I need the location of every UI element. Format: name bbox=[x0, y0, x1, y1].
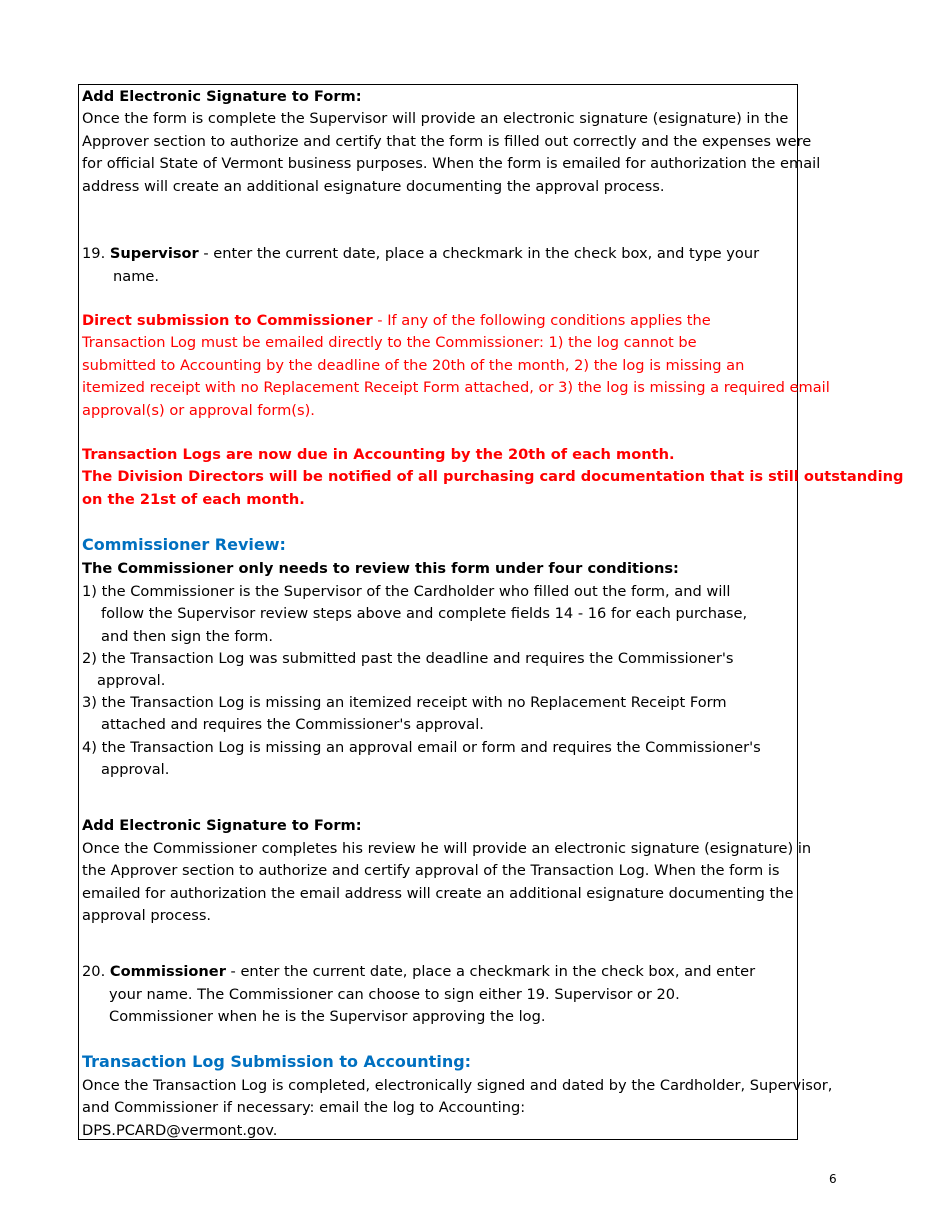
direct-submission bbox=[82, 310, 711, 333]
commissioner-review-heading: Commissioner Review: bbox=[82, 535, 286, 554]
submission-email: DPS.PCARD@vermont.gov. bbox=[82, 1122, 278, 1139]
condition-item-cont: attached and requires the Commissioner's approval. bbox=[101, 716, 484, 733]
condition-item-cont: and then sign the form. bbox=[101, 628, 273, 645]
sig1-heading: Add Electronic Signature to Form: bbox=[82, 88, 362, 105]
page-number: 6 bbox=[829, 1172, 837, 1186]
item-20-text: - enter the current date, place a checkmark in the check box, and enter bbox=[225, 963, 756, 980]
sig1-line: address will create an additional esignature documenting the approval process. bbox=[82, 178, 665, 195]
item-20-label: Commissioner bbox=[109, 963, 226, 980]
submission-line: and Commissioner if necessary: email the log to Accounting: bbox=[82, 1099, 526, 1116]
due-notice: on the 21st of each month. bbox=[82, 491, 305, 508]
direct-line: itemized receipt with no Replacement Receipt Form attached, or 3) the log is missing a required email bbox=[82, 379, 830, 396]
condition-item-cont: approval. bbox=[97, 672, 166, 689]
condition-item: 1) the Commissioner is the Supervisor of the Cardholder who filled out the form, and will bbox=[82, 583, 731, 600]
item-20 bbox=[82, 961, 755, 984]
sig1-line: Once the form is complete the Supervisor will provide an electronic signature (esignature) in the bbox=[82, 110, 789, 127]
sig2-line: approval process. bbox=[82, 907, 212, 924]
direct-submission-label: Direct submission to Commissioner bbox=[82, 312, 373, 329]
submission-heading: Transaction Log Submission to Accounting: bbox=[82, 1052, 472, 1071]
item-20-continuation: your name. The Commissioner can choose to sign either 19. Supervisor or 20. bbox=[109, 986, 680, 1003]
sig2-line: the Approver section to authorize and certify approval of the Transaction Log. When the form is bbox=[82, 862, 780, 879]
submission-line: Once the Transaction Log is completed, electronically signed and dated by the Cardholder, Supervisor, bbox=[82, 1077, 833, 1094]
sig2-line: emailed for authorization the email address will create an additional esignature documenting the bbox=[82, 885, 794, 902]
sig2-heading: Add Electronic Signature to Form: bbox=[82, 817, 362, 834]
item-19-text: - enter the current date, place a checkmark in the check box, and type your bbox=[198, 245, 760, 262]
commissioner-review-subheading: The Commissioner only needs to review this form under four conditions: bbox=[82, 560, 679, 577]
item-20-number: 20. bbox=[82, 963, 106, 980]
sig1-line: Approver section to authorize and certify that the form is filled out correctly and the expenses were bbox=[82, 133, 812, 150]
due-notice: The Division Directors will be notified of all purchasing card documentation that is still outstanding bbox=[82, 468, 904, 485]
condition-item: 3) the Transaction Log is missing an itemized receipt with no Replacement Receipt Form bbox=[82, 694, 727, 711]
direct-line: Transaction Log must be emailed directly to the Commissioner: 1) the log cannot be bbox=[82, 334, 697, 351]
direct-line: submitted to Accounting by the deadline of the 20th of the month, 2) the log is missing an bbox=[82, 357, 745, 374]
item-20-continuation: Commissioner when he is the Supervisor approving the log. bbox=[109, 1008, 546, 1025]
due-notice: Transaction Logs are now due in Accounting by the 20th of each month. bbox=[82, 446, 675, 463]
item-19-number: 19. bbox=[82, 245, 106, 262]
condition-item: 2) the Transaction Log was submitted past the deadline and requires the Commissioner's bbox=[82, 650, 734, 667]
condition-item-cont: follow the Supervisor review steps above and complete fields 14 - 16 for each purchase, bbox=[101, 605, 748, 622]
condition-item: 4) the Transaction Log is missing an approval email or form and requires the Commissioner's bbox=[82, 739, 761, 756]
direct-submission-text: - If any of the following conditions applies the bbox=[372, 312, 711, 329]
item-19-continuation: name. bbox=[113, 268, 160, 285]
item-19-label: Supervisor bbox=[109, 245, 199, 262]
sig1-line: for official State of Vermont business purposes. When the form is emailed for authorization the email bbox=[82, 155, 821, 172]
condition-item-cont: approval. bbox=[101, 761, 170, 778]
item-19 bbox=[82, 243, 759, 266]
direct-line: approval(s) or approval form(s). bbox=[82, 402, 315, 419]
sig2-line: Once the Commissioner completes his review he will provide an electronic signature (esignature) in bbox=[82, 840, 812, 857]
